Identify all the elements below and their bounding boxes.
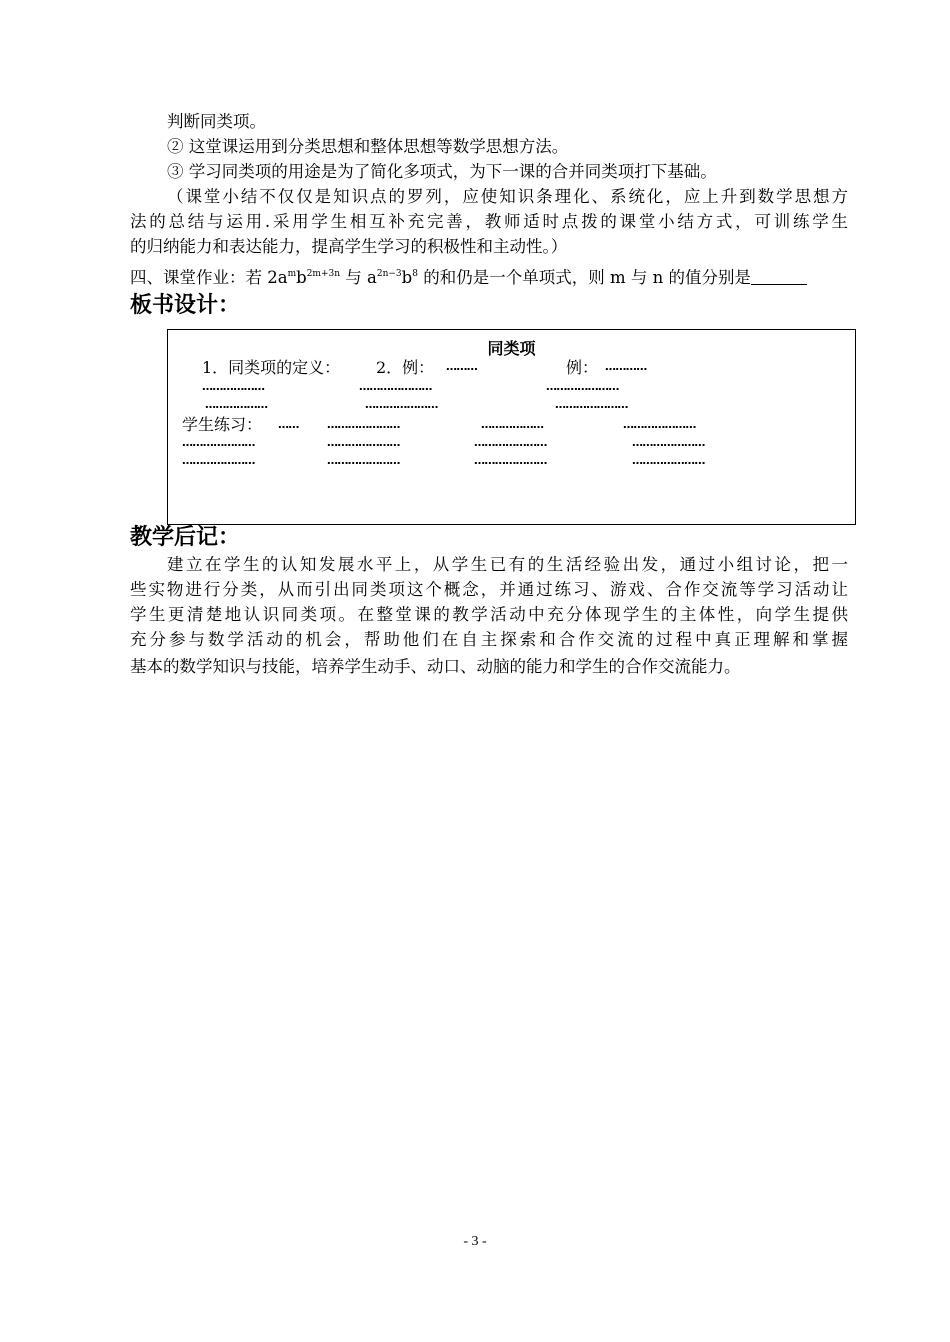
- dots: …………………: [327, 436, 400, 449]
- dots: …………………: [182, 436, 255, 449]
- board-heading: 板书设计：: [130, 293, 241, 318]
- dots: …………………: [474, 436, 547, 449]
- dots: ……: [278, 418, 299, 431]
- dots: …………………: [359, 380, 432, 393]
- dots: …………………: [632, 436, 705, 449]
- homework-question: 四、课堂作业：若 $2a^mb^{2m+3n}$ 与 $a^{2n-3}b^8$ 的和仍是一个单项式，则 m 与 n 的值分别是: [130, 266, 807, 290]
- board-box: [167, 329, 856, 525]
- dots: ………: [446, 360, 478, 373]
- dots: …………………: [632, 454, 705, 467]
- dots: ………………: [202, 380, 265, 393]
- dots: …………………: [327, 418, 400, 431]
- dots: …………………: [546, 380, 619, 393]
- note-line: （课堂小结不仅仅是知识点的罗列，应使知识条理化、系统化，应上升到数学思想方: [167, 187, 848, 206]
- dots: …………………: [555, 398, 628, 411]
- reflection-line: 充分参与数学活动的机会，帮助他们在自主探索和合作交流的过程中真正理解和掌握: [130, 630, 848, 649]
- board-item-example: 例：: [566, 358, 599, 377]
- dots: …………………: [365, 398, 438, 411]
- dots: ………………: [205, 398, 268, 411]
- dots: …………: [605, 360, 647, 373]
- note-line: 的归纳能力和表达能力，提高学生学习的积极性和主动性。）: [130, 237, 568, 256]
- board-title: 同类项: [487, 339, 536, 358]
- dots: …………………: [327, 454, 400, 467]
- dots: …………………: [474, 454, 547, 467]
- board-item-example: 2．例：: [376, 358, 435, 377]
- reflection-heading: 教学后记：: [130, 525, 241, 550]
- dots: …………………: [623, 418, 696, 431]
- text-line: ② 这堂课运用到分类思想和整体思想等数学思想方法。: [167, 137, 569, 156]
- reflection-line: 基本的数学知识与技能，培养学生动手、动口、动脑的能力和学生的合作交流能力。: [130, 657, 741, 676]
- answer-blank: [751, 270, 807, 285]
- dots: ………………: [481, 418, 544, 431]
- text-line: 判断同类项。: [167, 112, 266, 131]
- page-number: - 3 -: [463, 1234, 487, 1249]
- board-practice-label: 学生练习：: [182, 415, 263, 434]
- reflection-line: 学生更清楚地认识同类项。在整堂课的教学活动中充分体现学生的主体性，向学生提供: [130, 605, 848, 624]
- dots: …………………: [182, 454, 255, 467]
- reflection-line: 些实物进行分类，从而引出同类项这个概念，并通过练习、游戏、合作交流等学习活动让: [130, 580, 848, 599]
- text-line: ③ 学习同类项的用途是为了简化多项式，为下一课的合并同类项打下基础。: [167, 162, 717, 181]
- note-line: 法的总结与运用.采用学生相互补充完善，教师适时点拨的课堂小结方式，可训练学生: [130, 212, 848, 231]
- board-item-definition: 1．同类项的定义：: [202, 358, 341, 377]
- reflection-line: 建立在学生的认知发展水平上，从学生已有的生活经验出发，通过小组讨论，把一: [167, 555, 848, 574]
